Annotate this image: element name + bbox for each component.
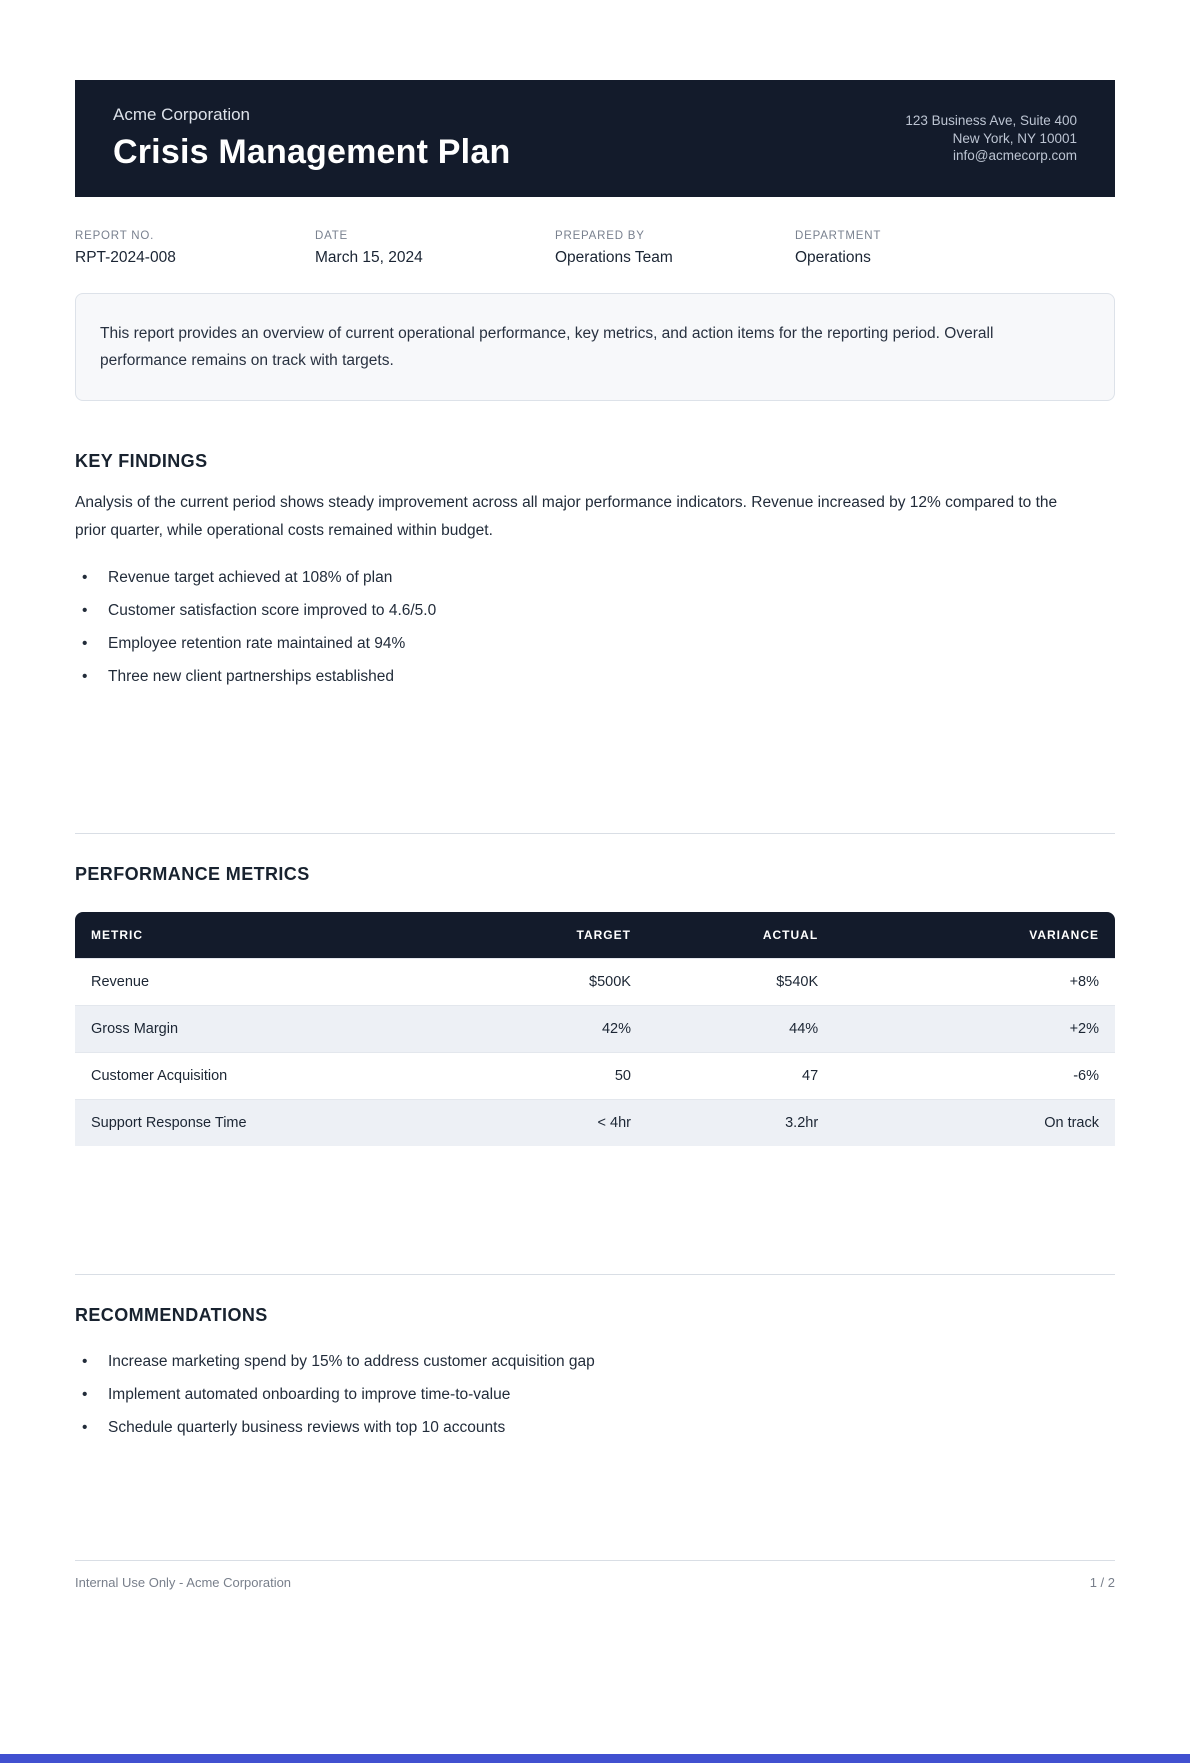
list-item-text: Employee retention rate maintained at 94% <box>108 634 406 652</box>
list-item-text: Schedule quarterly business reviews with top 10 accounts <box>108 1418 506 1436</box>
bullet-glyph: • <box>82 634 88 652</box>
recommendations-heading: RECOMMENDATIONS <box>75 1305 268 1325</box>
company-name: Acme Corporation <box>113 105 251 124</box>
table-row <box>75 1006 1115 1053</box>
meta-value: March 15, 2024 <box>315 249 423 266</box>
cell-metric: Customer Acquisition <box>75 1053 460 1100</box>
page-number: 1 / 2 <box>1089 1575 1115 1590</box>
list-item <box>75 594 1115 627</box>
list-item-text: Increase marketing spend by 15% to address customer acquisition gap <box>108 1352 595 1370</box>
recommendations-list <box>75 1345 1115 1444</box>
report-meta <box>75 230 1115 267</box>
section-key-findings <box>75 451 1115 693</box>
section-recommendations <box>75 1305 1115 1444</box>
cell-target: < 4hr <box>460 1100 647 1147</box>
list-item <box>75 660 1115 693</box>
meta-label: DEPARTMENT <box>795 230 882 242</box>
meta-label: PREPARED BY <box>555 230 645 242</box>
table-row <box>75 1100 1115 1147</box>
list-item-text: Three new client partnerships established <box>108 667 395 685</box>
cell-target: $500K <box>460 959 647 1006</box>
cell-metric: Gross Margin <box>75 1006 460 1053</box>
list-item <box>75 1411 1115 1444</box>
meta-label: DATE <box>315 230 349 242</box>
bottom-accent-bar <box>0 1754 1190 1763</box>
meta-value: RPT-2024-008 <box>75 249 176 266</box>
key-findings-heading: KEY FINDINGS <box>75 451 208 471</box>
address-line: info@acmecorp.com <box>953 148 1077 164</box>
cell-actual: $540K <box>647 959 834 1006</box>
meta-label: REPORT NO. <box>75 230 155 242</box>
letterhead-left <box>113 105 510 172</box>
cell-target: 50 <box>460 1053 647 1100</box>
column-header-actual: ACTUAL <box>647 912 834 959</box>
meta-value: Operations Team <box>555 249 673 266</box>
footer-confidentiality: Internal Use Only - Acme Corporation <box>75 1575 292 1590</box>
bullet-glyph: • <box>82 667 88 685</box>
address-line: 123 Business Ave, Suite 400 <box>905 113 1077 129</box>
cell-target: 42% <box>460 1006 647 1053</box>
metrics-table-header <box>75 912 1115 959</box>
cell-metric: Support Response Time <box>75 1100 460 1147</box>
bullet-glyph: • <box>82 568 88 586</box>
report-title: Crisis Management Plan <box>113 133 511 171</box>
list-item-text: Customer satisfaction score improved to 4.6/5.0 <box>108 601 437 619</box>
bullet-glyph: • <box>82 1418 88 1436</box>
column-header-target: TARGET <box>460 912 647 959</box>
letterhead <box>75 80 1115 197</box>
company-address <box>905 112 1077 165</box>
cell-metric: Revenue <box>75 959 460 1006</box>
section-performance-metrics <box>75 864 1115 1146</box>
column-header-metric: METRIC <box>75 912 460 959</box>
bullet-glyph: • <box>82 1352 88 1370</box>
report-page <box>0 80 1190 1590</box>
meta-value: Operations <box>795 249 871 266</box>
meta-report-no <box>75 230 315 267</box>
cell-actual: 44% <box>647 1006 834 1053</box>
performance-metrics-heading: PERFORMANCE METRICS <box>75 864 310 884</box>
list-item <box>75 627 1115 660</box>
bullet-glyph: • <box>82 601 88 619</box>
address-line: New York, NY 10001 <box>952 130 1077 146</box>
executive-summary-box <box>75 293 1115 401</box>
section-divider <box>75 1274 1115 1275</box>
column-header-variance: VARIANCE <box>834 912 1115 959</box>
key-findings-list <box>75 561 1115 693</box>
section-divider <box>75 833 1115 834</box>
list-item-text: Revenue target achieved at 108% of plan <box>108 568 393 586</box>
table-row <box>75 1053 1115 1100</box>
cell-variance: +8% <box>834 959 1115 1006</box>
cell-actual: 47 <box>647 1053 834 1100</box>
metrics-table <box>75 912 1115 1146</box>
key-findings-paragraph: Analysis of the current period shows steady improvement across all major performance indicators. Revenue increased by 12% compared to the prior quarter, while operational costs remained within budget. <box>75 494 1058 539</box>
cell-variance: -6% <box>834 1053 1115 1100</box>
meta-prepared-by <box>555 230 795 267</box>
page-footer <box>75 1560 1115 1590</box>
list-item <box>75 1378 1115 1411</box>
meta-department <box>795 230 1115 267</box>
list-item <box>75 561 1115 594</box>
list-item-text: Implement automated onboarding to improve time-to-value <box>108 1385 511 1403</box>
bullet-glyph: • <box>82 1385 88 1403</box>
list-item <box>75 1345 1115 1378</box>
meta-date <box>315 230 555 267</box>
summary-text: This report provides an overview of current operational performance, key metrics, and action items for the reporting period. Overall performance remains on track with targets. <box>100 325 994 369</box>
cell-variance: On track <box>834 1100 1115 1147</box>
cell-actual: 3.2hr <box>647 1100 834 1147</box>
table-row <box>75 959 1115 1006</box>
cell-variance: +2% <box>834 1006 1115 1053</box>
